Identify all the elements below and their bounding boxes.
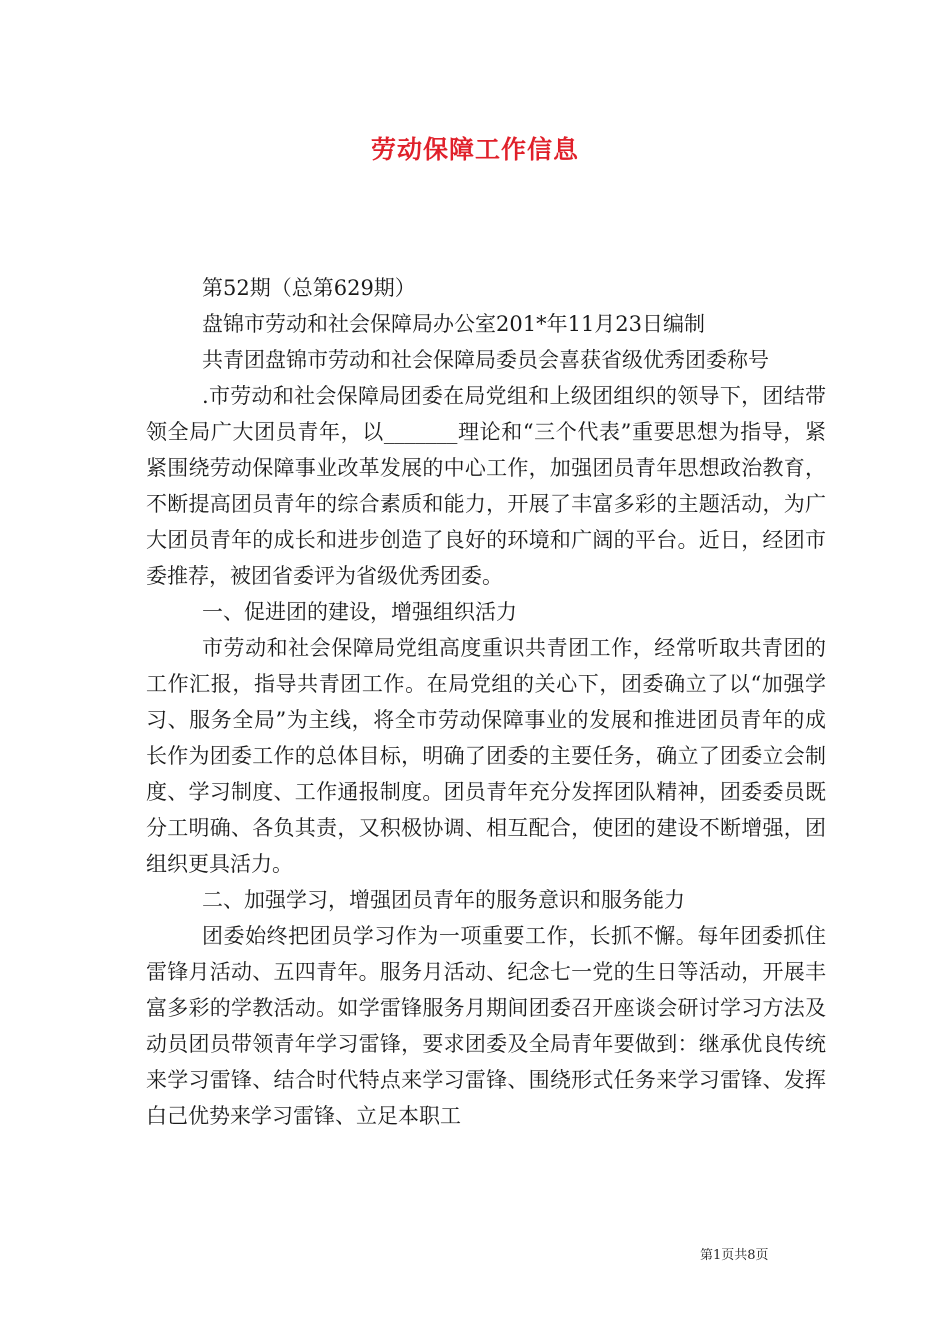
issue-number: 第52期（总第629期） bbox=[202, 276, 416, 300]
section-heading-1: 一、促进团的建设，增强组织活力 bbox=[202, 600, 517, 624]
page-number: 第1页共8页 bbox=[700, 1248, 769, 1263]
compiled-by-line: 盘锦市劳动和社会保障局办公室201*年11月23日编制 bbox=[202, 312, 706, 336]
intro-paragraph: .市劳动和社会保障局团委在局党组和上级团组织的领导下，团结带领全局广大团员青年，以_______理论和“三个代表”重要思想为指导，紧紧围绕劳动保障事业改革发展的中心工作，加强团员青年思想政治教育，不断提高团员青年的综合素质和能力，开展了丰富多彩的主题活动，为广大团员青年的成长和进步创造了良好的环境和广阔的平台。近日，经团市委推荐，被团省委评为省级优秀团委。 bbox=[146, 384, 826, 588]
section-heading-2: 二、加强学习，增强团员青年的服务意识和服务能力 bbox=[202, 888, 685, 912]
section-paragraph-2: 团委始终把团员学习作为一项重要工作，长抓不懈。每年团委抓住雷锋月活动、五四青年。服务月活动、纪念七一党的生日等活动，开展丰富多彩的学教活动。如学雷锋服务月期间团委召开座谈会研讨学习方法及动员团员带领青年学习雷锋，要求团委及全局青年要做到：继承优良传统来学习雷锋、结合时代特点来学习雷锋、围绕形式任务来学习雷锋、发挥白己优势来学习雷锋、立足本职工 bbox=[146, 924, 826, 1128]
section-paragraph-1: 市劳动和社会保障局党组高度重识共青团工作，经常听取共青团的工作汇报，指导共青团工作。在局党组的关心下，团委确立了以“加强学习、服务全局”为主线，将全市劳动保障事业的发展和推进团员青年的成长作为团委工作的总体目标，明确了团委的主要任务，确立了团委立会制度、学习制度、工作通报制度。团员青年充分发挥团队精神，团委委员既分工明确、各负其责，又积极协调、相互配合，使团的建设不断增强，团组织更具活力。 bbox=[146, 636, 826, 876]
news-headline: 共青团盘锦市劳动和社会保障局委员会喜获省级优秀团委称号 bbox=[202, 348, 769, 372]
document-title: 劳动保障工作信息 bbox=[370, 135, 579, 164]
document-body bbox=[146, 270, 826, 1134]
